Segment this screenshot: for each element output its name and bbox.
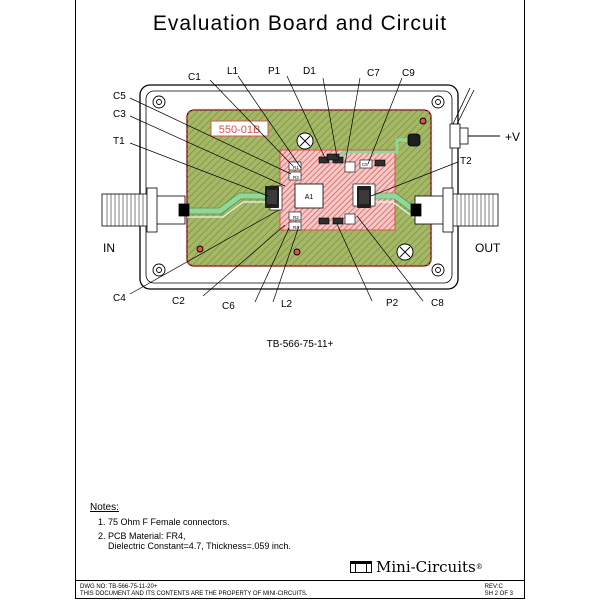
note-item: 2. PCB Material: FR4, xyxy=(98,531,186,541)
amplifier-label: A1 xyxy=(304,194,314,201)
note-item: 1. 75 Ohm F Female connectors. xyxy=(98,517,230,527)
brand-name: Mini-Circuits xyxy=(376,558,476,576)
sheet-number: SH 2 OF 3 xyxy=(484,591,513,597)
disclaimer: THIS DOCUMENT AND ITS CONTENTS ARE THE PROPERTY OF MINI-CIRCUITS. xyxy=(80,591,308,597)
revision: REV:C xyxy=(484,584,503,590)
notes-heading: Notes: xyxy=(90,502,119,513)
board-marking: 550-01B xyxy=(218,124,261,136)
note-item: Dielectric Constant=4.7, Thickness=.059 inch. xyxy=(108,541,291,551)
callout-p2: P2 xyxy=(386,298,399,309)
callout-l2: L2 xyxy=(281,299,293,310)
brand-logo xyxy=(350,558,483,576)
callout-c6: C6 xyxy=(222,301,235,312)
pad-label: R3 xyxy=(293,175,299,180)
callout-c8: C8 xyxy=(431,298,444,309)
callout-t2: T2 xyxy=(460,156,472,167)
callout-c4: C4 xyxy=(113,293,126,304)
pad-label: C5 xyxy=(362,162,368,167)
out-label: OUT xyxy=(475,241,501,255)
callout-c7: C7 xyxy=(367,68,380,79)
page-title: Evaluation Board and Circuit xyxy=(152,12,448,35)
title-block xyxy=(75,580,525,599)
callout-c2: C2 xyxy=(172,296,185,307)
callout-l1: L1 xyxy=(227,66,239,77)
callout-c3: C3 xyxy=(113,109,126,120)
callout-c1: C1 xyxy=(188,72,201,83)
callout-d1: D1 xyxy=(303,66,316,77)
evaluation-board-drawing xyxy=(75,0,525,340)
drawing-number: DWG NO: TB-566-75-11-20+ xyxy=(80,584,158,590)
pad-label: R2 xyxy=(293,215,299,220)
notes xyxy=(90,503,291,551)
part-number: TB-566-75-11+ xyxy=(266,339,334,350)
pad-label: R1 xyxy=(293,165,299,170)
callout-p1: P1 xyxy=(268,66,281,77)
registered-mark: ® xyxy=(475,563,483,571)
callout-c5: C5 xyxy=(113,91,126,102)
supply-label: +V xyxy=(505,130,521,144)
callout-c9: C9 xyxy=(402,68,415,79)
in-label: IN xyxy=(103,241,115,255)
callout-t1: T1 xyxy=(113,136,125,147)
pad-label: R4 xyxy=(293,225,299,230)
mini-circuits-logo-icon xyxy=(350,561,372,573)
